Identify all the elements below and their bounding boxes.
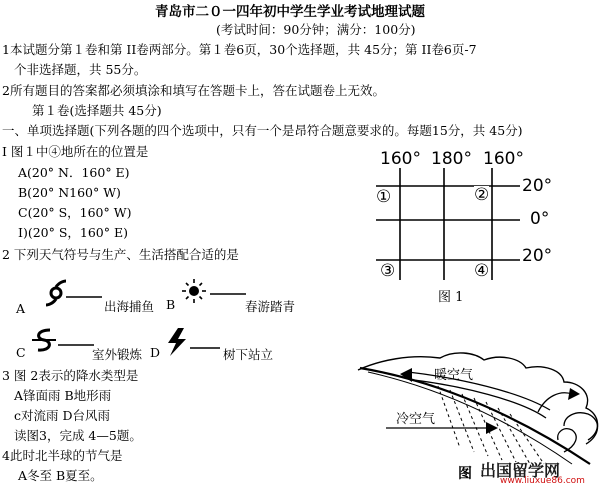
q3-option-line-1: A锋面雨 B地形雨 xyxy=(14,388,112,403)
q2-stem: 2 下列天气符号与生产、生活搭配合适的是 xyxy=(2,247,239,262)
instruction-1-cont: 个非选择题，共 55分。 xyxy=(14,62,147,77)
reading-instruction: 读图3，完成 4—5题。 xyxy=(14,428,142,443)
fig1-point-2: ② xyxy=(474,185,490,205)
fig1-lon-label-right: 160° xyxy=(483,149,524,169)
page-title: 青岛市二０一四年初中学生学业考试地理试题 xyxy=(155,4,425,20)
fig1-lat-label-top: 20° xyxy=(522,176,553,196)
fig2-warm-air-label: 暖空气 xyxy=(434,368,474,383)
fig1-caption: 图 1 xyxy=(438,290,464,305)
section-heading: 第１卷(选择题共 45分) xyxy=(32,103,162,118)
sandstorm-weather-icon xyxy=(32,326,94,356)
q2-option-b-text: 春游踏青 xyxy=(245,299,296,314)
fig2-cold-air-label: 冷空气 xyxy=(396,412,436,427)
fig1-grid xyxy=(376,168,526,280)
q2-option-b-letter: B xyxy=(166,297,176,312)
instruction-1: 1本试题分第１卷和第 II卷两部分。第１卷6页，30个选择题，共 45分；第 II卷6页-7 xyxy=(2,42,477,57)
instruction-2: 2所有题目的答案都必须填涂和填写在答题卡上，答在试题卷上无效。 xyxy=(2,83,385,98)
fig2-front-diagram xyxy=(350,352,612,464)
watermark xyxy=(470,458,610,486)
fig1-lat-label-bottom: 20° xyxy=(522,246,553,266)
q3-option-line-2: c对流雨 D台风雨 xyxy=(14,408,110,423)
q4-stem: 4此时北半球的节气是 xyxy=(2,448,123,463)
watermark-url: www.liuxue86.com xyxy=(500,476,585,486)
q1-option-a: A(20° N．160° E) xyxy=(18,165,130,180)
exam-info: (考试时间：90分钟；满分：100分) xyxy=(216,22,416,37)
q2-option-c-letter: C xyxy=(16,345,26,360)
fig1-lat-label-middle: 0° xyxy=(530,209,550,229)
q1-option-b: B(20° N160° W) xyxy=(18,185,121,200)
typhoon-weather-icon xyxy=(44,278,104,308)
q2-option-c-text: 室外锻炼 xyxy=(92,347,143,362)
q2-option-a-text: 出海捕鱼 xyxy=(104,299,155,314)
fig1-lon-label-left: 160° xyxy=(380,149,421,169)
fig1-lon-label-center: 180° xyxy=(431,149,472,169)
fig1-point-1: ① xyxy=(376,187,392,207)
q2-option-d-letter: D xyxy=(150,345,161,360)
fig2-caption: 图 xyxy=(458,466,472,482)
watermark-title: 出国留学网 xyxy=(480,461,561,480)
q3-stem: 3 图 2表示的降水类型是 xyxy=(2,368,139,383)
q2-option-d-text: 树下站立 xyxy=(223,347,274,362)
q1-option-d: I)(20° S，160° E) xyxy=(18,225,128,240)
section-instruction: 一、单项选择题(下列各题的四个选项中，只有一个是昂符合题意要求的。每题15分，共 45分) xyxy=(2,123,523,138)
fig1-point-3: ③ xyxy=(380,261,396,281)
q1-option-c: C(20° S，160° W) xyxy=(18,205,132,220)
sunny-weather-icon xyxy=(180,278,246,306)
fig1-point-4: ④ xyxy=(474,261,490,281)
q4-options: A冬至 B夏至。 xyxy=(18,468,103,483)
q2-option-a-letter: A xyxy=(16,301,26,316)
q1-stem: I 图１中④地所在的位置是 xyxy=(2,144,149,159)
